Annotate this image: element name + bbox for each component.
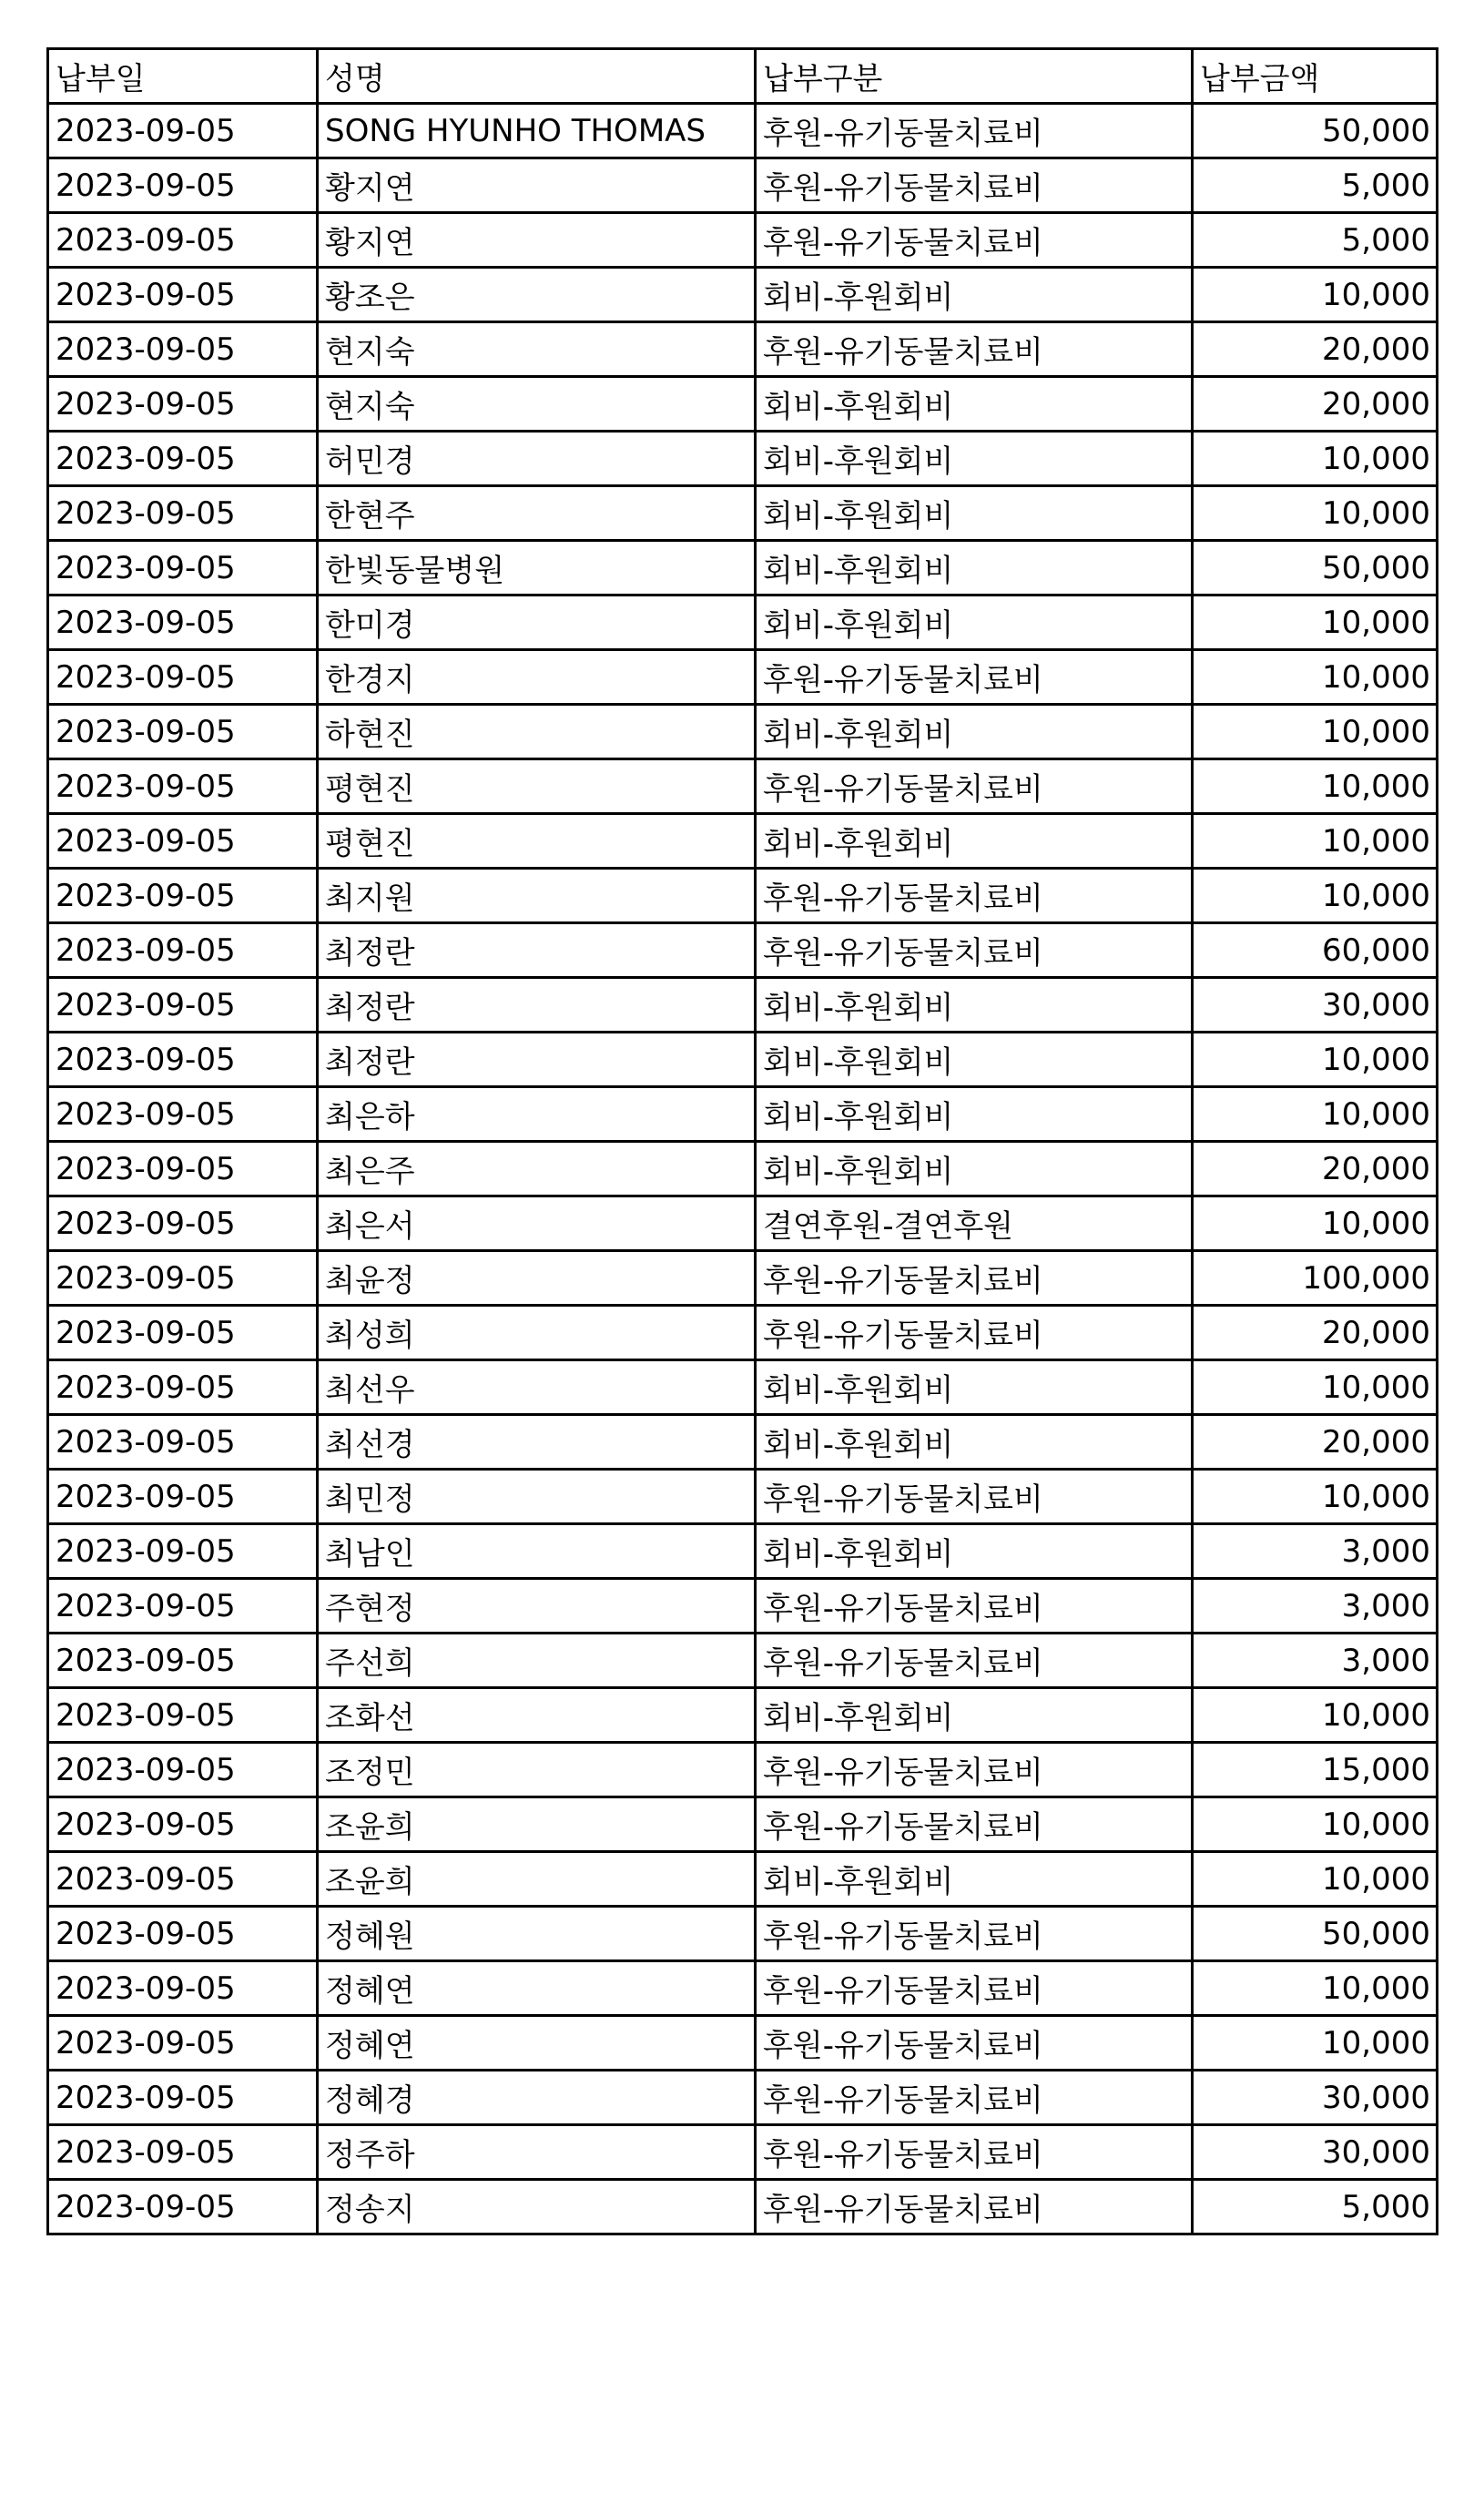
cell-type: 후원-유기동물치료비: [756, 158, 1193, 213]
cell-name: 주선희: [318, 1634, 756, 1688]
table-row: [48, 377, 1438, 432]
cell-amount: 10,000: [1193, 486, 1438, 541]
table-row: [48, 1470, 1438, 1524]
cell-date: 2023-09-05: [48, 869, 318, 923]
cell-name: 정혜연: [318, 2016, 756, 2071]
cell-type: 후원-유기동물치료비: [756, 1907, 1193, 1961]
cell-date: 2023-09-05: [48, 2125, 318, 2180]
table-row: [48, 541, 1438, 595]
cell-type: 회비-후원회비: [756, 268, 1193, 322]
cell-type: 회비-후원회비: [756, 978, 1193, 1033]
cell-amount: 20,000: [1193, 1142, 1438, 1196]
table-row: [48, 1306, 1438, 1360]
cell-type: 후원-유기동물치료비: [756, 2125, 1193, 2180]
cell-amount: 100,000: [1193, 1251, 1438, 1306]
cell-name: 최선우: [318, 1360, 756, 1415]
cell-name: 한빛동물병원: [318, 541, 756, 595]
cell-amount: 10,000: [1193, 1852, 1438, 1907]
cell-type: 후원-유기동물치료비: [756, 1306, 1193, 1360]
cell-name: 정혜원: [318, 1907, 756, 1961]
cell-date: 2023-09-05: [48, 1251, 318, 1306]
cell-type: 회비-후원회비: [756, 432, 1193, 486]
cell-name: 허민경: [318, 432, 756, 486]
cell-name: 최정란: [318, 1033, 756, 1087]
cell-type: 후원-유기동물치료비: [756, 2180, 1193, 2234]
cell-name: 최선경: [318, 1415, 756, 1470]
cell-type: 회비-후원회비: [756, 377, 1193, 432]
cell-date: 2023-09-05: [48, 1797, 318, 1852]
cell-date: 2023-09-05: [48, 1087, 318, 1142]
cell-amount: 10,000: [1193, 1961, 1438, 2016]
cell-amount: 5,000: [1193, 213, 1438, 268]
cell-type: 후원-유기동물치료비: [756, 1634, 1193, 1688]
cell-amount: 10,000: [1193, 1360, 1438, 1415]
cell-amount: 10,000: [1193, 2016, 1438, 2071]
cell-name: 정주하: [318, 2125, 756, 2180]
cell-type: 회비-후원회비: [756, 705, 1193, 759]
cell-date: 2023-09-05: [48, 1470, 318, 1524]
cell-name: 한미경: [318, 595, 756, 650]
cell-date: 2023-09-05: [48, 814, 318, 869]
payments-body: [48, 104, 1438, 2234]
cell-name: 최지원: [318, 869, 756, 923]
payments-table: [46, 47, 1438, 2235]
cell-date: 2023-09-05: [48, 158, 318, 213]
cell-name: 정송지: [318, 2180, 756, 2234]
cell-type: 후원-유기동물치료비: [756, 1961, 1193, 2016]
cell-date: 2023-09-05: [48, 1579, 318, 1634]
table-row: [48, 1087, 1438, 1142]
cell-amount: 10,000: [1193, 1688, 1438, 1743]
cell-amount: 10,000: [1193, 432, 1438, 486]
cell-type: 후원-유기동물치료비: [756, 1470, 1193, 1524]
cell-date: 2023-09-05: [48, 1852, 318, 1907]
cell-type: 회비-후원회비: [756, 1360, 1193, 1415]
cell-name: 황지연: [318, 213, 756, 268]
cell-type: 후원-유기동물치료비: [756, 1579, 1193, 1634]
table-row: [48, 1579, 1438, 1634]
cell-type: 회비-후원회비: [756, 541, 1193, 595]
cell-amount: 3,000: [1193, 1524, 1438, 1579]
cell-type: 후원-유기동물치료비: [756, 213, 1193, 268]
cell-amount: 3,000: [1193, 1579, 1438, 1634]
cell-amount: 30,000: [1193, 2071, 1438, 2125]
cell-name: 현지숙: [318, 322, 756, 377]
cell-name: 조윤희: [318, 1797, 756, 1852]
cell-date: 2023-09-05: [48, 1415, 318, 1470]
cell-type: 회비-후원회비: [756, 1142, 1193, 1196]
table-row: [48, 595, 1438, 650]
cell-type: 후원-유기동물치료비: [756, 923, 1193, 978]
cell-type: 회비-후원회비: [756, 814, 1193, 869]
table-row: [48, 1961, 1438, 2016]
table-row: [48, 1251, 1438, 1306]
cell-type: 후원-유기동물치료비: [756, 869, 1193, 923]
cell-date: 2023-09-05: [48, 650, 318, 705]
cell-date: 2023-09-05: [48, 1743, 318, 1797]
cell-amount: 10,000: [1193, 1470, 1438, 1524]
table-row: [48, 814, 1438, 869]
cell-date: 2023-09-05: [48, 1634, 318, 1688]
cell-name: 최정란: [318, 923, 756, 978]
cell-amount: 10,000: [1193, 1797, 1438, 1852]
table-row: [48, 1907, 1438, 1961]
cell-date: 2023-09-05: [48, 923, 318, 978]
cell-date: 2023-09-05: [48, 432, 318, 486]
table-row: [48, 705, 1438, 759]
cell-amount: 20,000: [1193, 1306, 1438, 1360]
cell-name: 최은서: [318, 1196, 756, 1251]
table-row: [48, 1415, 1438, 1470]
header-row: [48, 49, 1438, 104]
cell-type: 후원-유기동물치료비: [756, 1743, 1193, 1797]
cell-amount: 10,000: [1193, 650, 1438, 705]
table-row: [48, 1524, 1438, 1579]
cell-name: 황조은: [318, 268, 756, 322]
cell-name: 정혜경: [318, 2071, 756, 2125]
cell-type: 후원-유기동물치료비: [756, 2071, 1193, 2125]
cell-amount: 10,000: [1193, 1087, 1438, 1142]
cell-amount: 10,000: [1193, 595, 1438, 650]
cell-type: 회비-후원회비: [756, 1524, 1193, 1579]
cell-type: 회비-후원회비: [756, 1087, 1193, 1142]
cell-amount: 10,000: [1193, 759, 1438, 814]
cell-amount: 10,000: [1193, 1196, 1438, 1251]
table-row: [48, 759, 1438, 814]
cell-date: 2023-09-05: [48, 595, 318, 650]
table-row: [48, 869, 1438, 923]
cell-amount: 20,000: [1193, 1415, 1438, 1470]
cell-date: 2023-09-05: [48, 2071, 318, 2125]
cell-date: 2023-09-05: [48, 104, 318, 158]
table-row: [48, 1196, 1438, 1251]
cell-date: 2023-09-05: [48, 213, 318, 268]
cell-amount: 50,000: [1193, 541, 1438, 595]
cell-amount: 15,000: [1193, 1743, 1438, 1797]
cell-type: 회비-후원회비: [756, 1688, 1193, 1743]
cell-name: 평현진: [318, 814, 756, 869]
cell-date: 2023-09-05: [48, 541, 318, 595]
cell-name: 조정민: [318, 1743, 756, 1797]
table-row: [48, 322, 1438, 377]
cell-date: 2023-09-05: [48, 1142, 318, 1196]
cell-name: 주현정: [318, 1579, 756, 1634]
table-row: [48, 1852, 1438, 1907]
cell-date: 2023-09-05: [48, 1196, 318, 1251]
cell-amount: 30,000: [1193, 2125, 1438, 2180]
cell-type: 후원-유기동물치료비: [756, 1797, 1193, 1852]
cell-name: 조화선: [318, 1688, 756, 1743]
cell-amount: 10,000: [1193, 814, 1438, 869]
cell-type: 후원-유기동물치료비: [756, 104, 1193, 158]
cell-amount: 10,000: [1193, 705, 1438, 759]
cell-name: 최남인: [318, 1524, 756, 1579]
cell-date: 2023-09-05: [48, 377, 318, 432]
cell-date: 2023-09-05: [48, 322, 318, 377]
cell-name: SONG HYUNHO THOMAS: [318, 104, 756, 158]
cell-date: 2023-09-05: [48, 1907, 318, 1961]
table-row: [48, 2180, 1438, 2234]
table-row: [48, 1797, 1438, 1852]
cell-name: 최정란: [318, 978, 756, 1033]
table-row: [48, 1033, 1438, 1087]
table-row: [48, 158, 1438, 213]
table-row: [48, 1743, 1438, 1797]
cell-name: 최윤정: [318, 1251, 756, 1306]
cell-type: 회비-후원회비: [756, 1852, 1193, 1907]
cell-type: 후원-유기동물치료비: [756, 650, 1193, 705]
header-type: 납부구분: [756, 49, 1193, 104]
cell-date: 2023-09-05: [48, 2016, 318, 2071]
cell-type: 후원-유기동물치료비: [756, 1251, 1193, 1306]
cell-type: 회비-후원회비: [756, 486, 1193, 541]
cell-date: 2023-09-05: [48, 1360, 318, 1415]
cell-amount: 50,000: [1193, 104, 1438, 158]
cell-name: 하현진: [318, 705, 756, 759]
cell-type: 회비-후원회비: [756, 1415, 1193, 1470]
table-row: [48, 1360, 1438, 1415]
table-row: [48, 432, 1438, 486]
cell-date: 2023-09-05: [48, 1524, 318, 1579]
table-row: [48, 923, 1438, 978]
cell-date: 2023-09-05: [48, 1306, 318, 1360]
cell-date: 2023-09-05: [48, 2180, 318, 2234]
cell-amount: 60,000: [1193, 923, 1438, 978]
table-row: [48, 2125, 1438, 2180]
table-row: [48, 104, 1438, 158]
cell-name: 한경지: [318, 650, 756, 705]
cell-type: 후원-유기동물치료비: [756, 759, 1193, 814]
table-row: [48, 978, 1438, 1033]
cell-type: 회비-후원회비: [756, 595, 1193, 650]
cell-date: 2023-09-05: [48, 1961, 318, 2016]
table-row: [48, 1142, 1438, 1196]
header-amount: 납부금액: [1193, 49, 1438, 104]
cell-name: 최성희: [318, 1306, 756, 1360]
cell-name: 한현주: [318, 486, 756, 541]
cell-date: 2023-09-05: [48, 268, 318, 322]
cell-name: 평현진: [318, 759, 756, 814]
table-row: [48, 1688, 1438, 1743]
cell-name: 황지연: [318, 158, 756, 213]
cell-date: 2023-09-05: [48, 486, 318, 541]
cell-amount: 5,000: [1193, 2180, 1438, 2234]
cell-name: 현지숙: [318, 377, 756, 432]
cell-name: 최은주: [318, 1142, 756, 1196]
cell-amount: 20,000: [1193, 377, 1438, 432]
cell-amount: 50,000: [1193, 1907, 1438, 1961]
cell-amount: 10,000: [1193, 1033, 1438, 1087]
cell-amount: 3,000: [1193, 1634, 1438, 1688]
cell-amount: 20,000: [1193, 322, 1438, 377]
cell-amount: 5,000: [1193, 158, 1438, 213]
table-row: [48, 2016, 1438, 2071]
table-row: [48, 486, 1438, 541]
cell-type: 후원-유기동물치료비: [756, 322, 1193, 377]
cell-date: 2023-09-05: [48, 1033, 318, 1087]
header-date: 납부일: [48, 49, 318, 104]
table-row: [48, 650, 1438, 705]
header-name: 성명: [318, 49, 756, 104]
cell-type: 회비-후원회비: [756, 1033, 1193, 1087]
cell-type: 후원-유기동물치료비: [756, 2016, 1193, 2071]
cell-type: 결연후원-결연후원: [756, 1196, 1193, 1251]
cell-date: 2023-09-05: [48, 978, 318, 1033]
table-row: [48, 268, 1438, 322]
cell-date: 2023-09-05: [48, 1688, 318, 1743]
table-row: [48, 2071, 1438, 2125]
cell-name: 최은하: [318, 1087, 756, 1142]
cell-date: 2023-09-05: [48, 759, 318, 814]
table-row: [48, 213, 1438, 268]
table-row: [48, 1634, 1438, 1688]
cell-amount: 30,000: [1193, 978, 1438, 1033]
cell-amount: 10,000: [1193, 869, 1438, 923]
cell-name: 정혜연: [318, 1961, 756, 2016]
cell-name: 조윤희: [318, 1852, 756, 1907]
cell-date: 2023-09-05: [48, 705, 318, 759]
cell-amount: 10,000: [1193, 268, 1438, 322]
cell-name: 최민정: [318, 1470, 756, 1524]
